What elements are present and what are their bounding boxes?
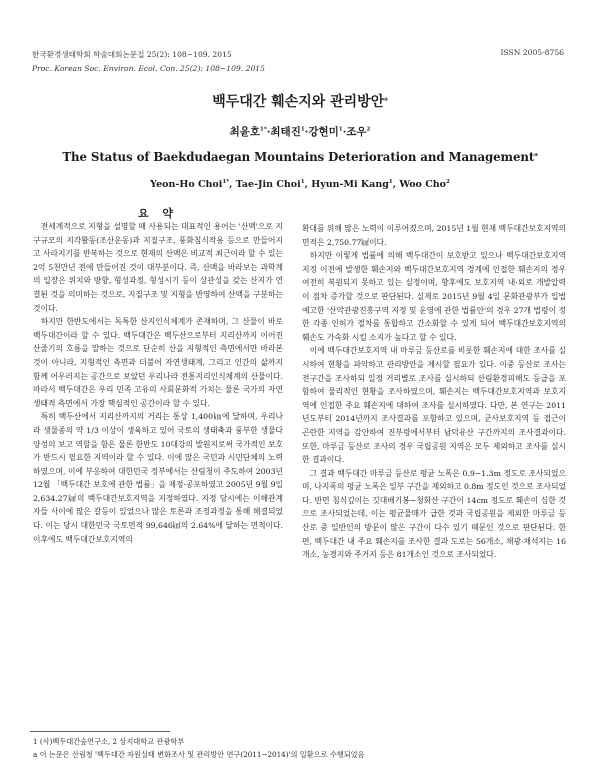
paragraph: 이에 백두대간보호지역 내 마루금 등산로를 비롯한 훼손지에 대한 조사를 실시하여 현황을 파악하고 관리방안을 제시할 필요가 있다. 이중 등산로 조사는 전구간을 조사하되 일정 거리별로 조사를 실시하되 산림환경피해도 등급을 포함하여 물리적인 현황을 조사하였으며, 훼손지는 백두대간보호지역과 보호지역에 인접한 주요 훼손지에 대하여 조사를 실시하였다. 다만, 본 연구는 2011년도부터 2014년까지 조사결과를 포함하고 있으며, 군사보호지역 등 접근이 곤란한 지역을 감안하여 진부령에서부터 남덕유산 구간까지의 조사결과이다. 또한, 마루금 등산로 조사의 경우 국립공원 지역은 모두 제외하고 조사를 실시한 결과이다. <box>302 346 566 465</box>
journal-citation-en: Proc. Korean Soc. Environ. Ecol. Con. 25(2): 108~109. 2015 <box>32 64 265 73</box>
body-column-left <box>33 220 283 546</box>
author-en: Woo Cho <box>399 179 447 190</box>
author-affiliation-mark: 1 <box>300 178 305 185</box>
author-affiliation-mark: 1 <box>338 126 343 133</box>
authors-korean: 최윤호$^{1*}$·최태진$^1$·강현미$^1$·조우$^2$ <box>229 126 371 138</box>
paragraph: 그 결과 백두대간 마루금 등산로 평균 노폭은 0.9∼1.3m 정도로 조사되었으며, 나지폭의 평균 노폭은 일부 구간을 제외하고 0.8m 정도인 것으로 조사되었다. 반면 침식깊이는 깃대배기봉∼청화산 구간이 14cm 정도로 훼손이 심한 것으로 조사되었는데, 이는 평균물매가 급한 것과 국립공원을 제외한 마루금 등산로 중 일반인의 방문이 많은 구간이 다수 있기 때문인 것으로 판단된다. 한편, 백두대간 내 주요 훼손지를 조사한 결과 도로는 56개소, 채광·채석지는 16개소, 농경지와 주거지 등은 81개소인 것으로 조사되었다. <box>302 468 566 560</box>
author-affiliation-mark: 1 <box>300 126 305 133</box>
authors-english: Yeon-Ho Choi$^{1*}$, Tae-Jin Choi$^1$, Hyun-Mi Kang$^1$, Woo Cho$^2$ <box>150 178 450 190</box>
journal-citation <box>32 48 265 76</box>
paper-title-english <box>0 150 600 164</box>
author-en: Yeon-Ho Choi <box>150 179 223 190</box>
author-affiliation-mark: 2 <box>366 126 371 133</box>
author-affiliation-mark: 1* <box>260 126 267 133</box>
paper-title-korean <box>0 91 600 111</box>
author-affiliation-mark: 1 <box>388 178 393 185</box>
author-ko: 강현미 <box>308 126 339 138</box>
title-en-footnote-mark: a <box>534 152 538 159</box>
paragraph: 전세계적으로 지형을 설명할 때 사용되는 대표적인 용어는 '산맥'으로 지구규모의 지각활동(조산운동)과 지질구조, 풍화침식작용 등으로 만들어지고 사라지기를 반복하는 것으로 현재의 산맥은 비교적 최근이라 할 수 있는 2억 5천만년 전에 만들어진 것이 대부분이다. 즉, 산맥을 바라보는 과학계의 입장은 위치와 방향, 형성과정, 형성시기 등이 상관성을 갖는 산지가 연결된 것을 의미하는 것으로, 지질구조 및 지형을 반영하여 산맥을 구분하는 것이다. <box>33 222 283 313</box>
title-en-text: The Status of Baekdudaegan Mountains Deterioration and Management <box>62 150 535 164</box>
author-ko: 조우 <box>346 126 367 138</box>
footnote-affiliations: 1 (사)백두대간숲연구소, 2 상지대학교 관광학부 <box>33 737 185 746</box>
issn: ISSN 2005-8756 <box>500 48 564 57</box>
author-affiliation-mark: 2 <box>446 178 450 185</box>
author-ko: 최태진 <box>270 126 301 138</box>
author-ko: 최윤호 <box>229 126 261 138</box>
author-en: Hyun-Mi Kang <box>311 179 389 190</box>
journal-citation-ko: 한국환경생태학회 학술대회논문집 25(2): 108~109. 2015 <box>32 50 232 59</box>
title-ko-footnote-mark: a <box>384 96 388 103</box>
footnote-funding: a 이 논문은 산림청 '백두대간 자원실태 변화조사 및 관리방안 연구(2011∼2014)'의 일환으로 수행되었음 <box>33 750 365 759</box>
body-column-right <box>302 222 566 562</box>
author-en: Tae-Jin Choi <box>235 179 301 190</box>
abstract-heading: 요 약 <box>137 207 179 220</box>
paragraph: 하지만 한반도에서는 독특한 산지인식체계가 존재하며, 그 산물이 바로 백두대간이라 할 수 있다. 백두대간은 백두산으로부터 지리산까지 이어진 산줄기의 흐름을 말하는 것으로 단순히 산을 지형적인 측면에서만 바라본 것이 아니라, 지형적인 측면과 더불어 자연생태계, 그리고 인간의 삶까지 함께 어우러지는 공간으로 보았던 우리나라 전통지리인식체계의 산물이다. 따라서 백두대간은 우리 민족 고유의 사회문화적 가치는 물론 국가의 자연 생태적 측면에서 가장 핵심적인 공간이라 할 수 있다. <box>33 317 283 408</box>
paragraph: 하지만 이렇게 법률에 의해 백두대간이 보호받고 있으나 백두대간보호지역 지정 이전에 발생한 훼손지와 백두대간보호지역 경계에 인접한 훼손지의 경우 여전히 복원되지 못하고 있는 실정이며, 향후에도 보호지역 내·외로 개발압력이 점차 증가할 것으로 판단된다. 실제로 2015년 9월 4일 문화관광부가 입법예고한 '산악관광진흥구역 지정 및 운영에 관한 법률안'의 경우 27개 법령이 정한 각종 인허가 절차를 통합하고 간소화할 수 있게 되어 백두대간보호지역의 훼손도 가속화 시킬 소지가 높다고 할 수 있다. <box>302 251 566 342</box>
paragraph-continued: 확대를 위해 많은 노력이 이루어졌으며, 2015년 1월 현재 백두대간보호지역의 면적은 2,750.77㎢이다. <box>302 224 566 247</box>
author-affiliation-mark: 1* <box>222 178 230 185</box>
title-ko-text: 백두대간 훼손지와 관리방안 <box>212 94 385 110</box>
paragraph: 특히 백두산에서 지리산까지의 거리는 통상 1,400㎞에 달하며, 우리나라 생물종의 약 1/3 이상이 생육하고 있어 국토의 생태축과 풍부한 생물다양성의 보고 역할을 함은 물론 한반도 10대강의 발원지로써 국가적인 보호가 반드시 필요한 지역이라 할 수 있다. 이에 많은 국민과 시민단체의 노력하였으며, 이에 부응하여 대한민국 정부에서는 산림청이 주도하여 2003년 12월 「백두대간 보호에 관한 법률」을 제정·공포하였고 2005년 9월 9일 2,634.27㎢의 백두대간보호지역을 지정하였다. 지정 당시에는 이해관계자들 사이에 많은 갈등이 있었으나 많은 토론과 조정과정을 통해 해결되었다. 이는 당시 대한민국 국토면적 99,646㎢의 2.64%에 달하는 면적이다. 이후에도 백두대간보호지역의 <box>33 412 283 544</box>
footnote-divider <box>30 731 170 732</box>
